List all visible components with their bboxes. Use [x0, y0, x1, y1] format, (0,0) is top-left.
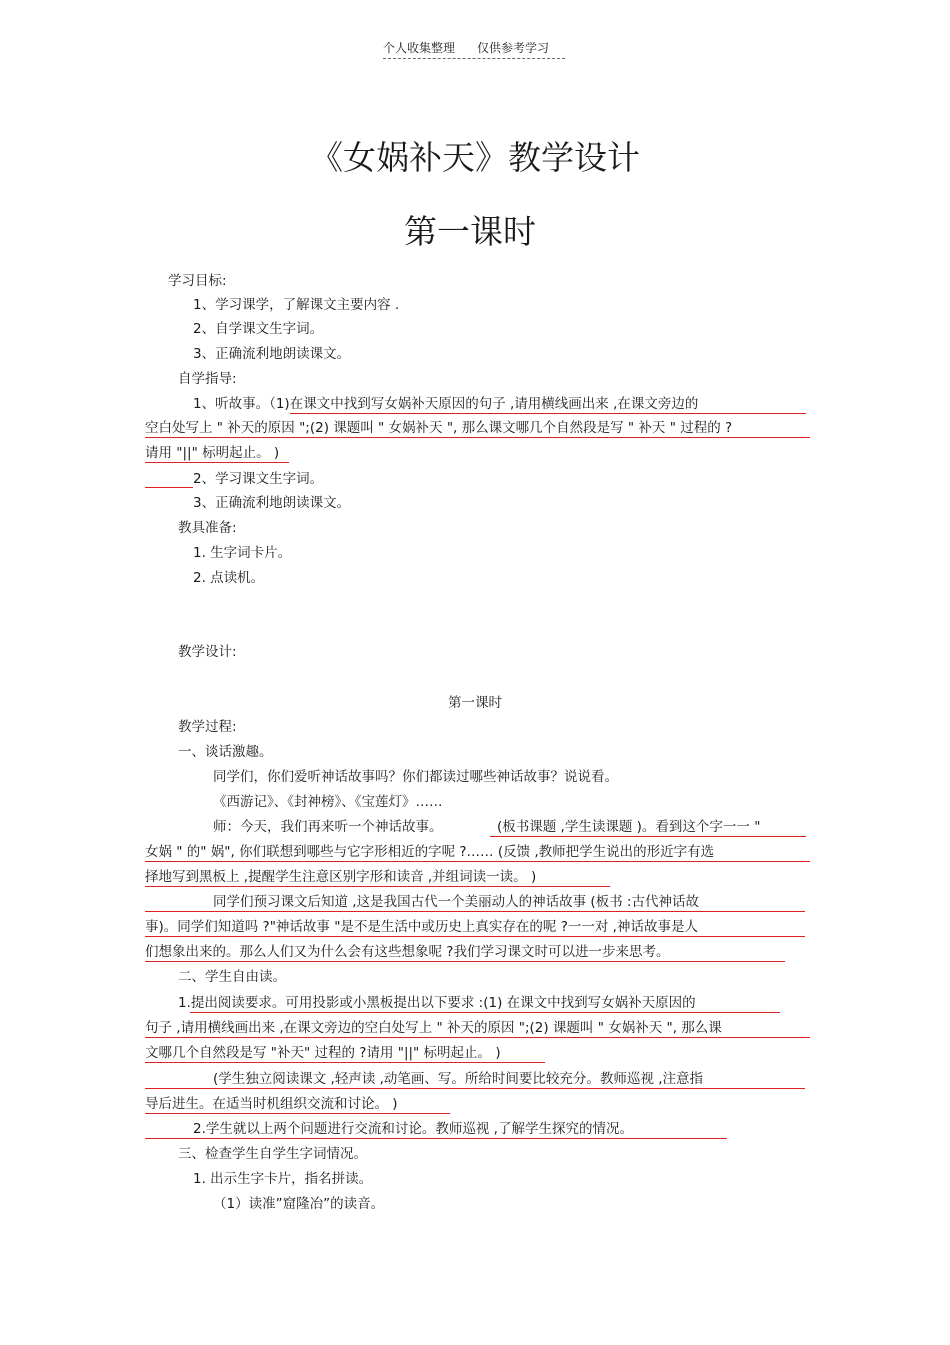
tools-heading: 教具准备: [178, 520, 237, 536]
red-underline [145, 861, 810, 862]
paragraph: 《西游记》、《封神榜》、《宝莲灯》…… [213, 794, 443, 810]
document-subtitle: 第一课时 [404, 212, 536, 251]
lesson-heading: 第一课时 [448, 695, 502, 711]
red-underline [145, 886, 610, 887]
paragraph: 同学们预习课文后知道 ,这是我国古代一个美丽动人的神话故事 (板书 :古代神话故 [213, 894, 699, 910]
section-1-title: 一、谈话激趣。 [178, 744, 273, 760]
red-underline [145, 1037, 810, 1038]
paragraph: （1）读准”窟隆冶”的读音。 [213, 1196, 385, 1212]
paragraph: 同学们，你们爱听神话故事吗？你们都读过哪些神话故事？说说看。 [213, 769, 618, 785]
tool-item: 2. 点读机。 [193, 570, 265, 586]
paragraph: 文哪几个自然段是写 "补天" 过程的 ?请用 "||" 标明起止。 ) [145, 1045, 501, 1061]
red-underline [290, 413, 806, 414]
red-underline [145, 1138, 727, 1139]
red-underline [145, 487, 193, 488]
goal-item: 3、正确流利地朗读课文。 [193, 346, 351, 362]
paragraph: 1.提出阅读要求。可用投影或小黑板提出以下要求 :(1) 在课文中找到写女娲补天原因的 [178, 995, 696, 1011]
header-right-text: 仅供参考学习 [477, 41, 550, 55]
red-underline [145, 1088, 805, 1089]
red-underline [145, 1113, 450, 1114]
paragraph: (学生独立阅读课文 ,轻声读 ,动笔画、写。所给时间要比较充分。教师巡视 ,注意指 [213, 1071, 704, 1087]
process-heading: 教学过程: [178, 719, 237, 735]
paragraph: (板书课题 ,学生读课题 )。看到这个字一一 " [497, 819, 761, 835]
goal-item: 2、自学课文生字词。 [193, 321, 324, 337]
red-underline [490, 836, 806, 837]
paragraph: 事)。同学们知道吗 ?"神话故事 "是不是生活中或历史上真实存在的呢 ?一一对 ,神话故事是人 [145, 919, 698, 935]
red-underline [145, 462, 289, 463]
red-underline [145, 437, 810, 438]
red-underline [145, 936, 805, 937]
guide-item-1-line-2: 空白处写上 " 补天的原因 ";(2) 课题叫 " 女娲补天 ", 那么课文哪几个自然段是写 " 补天 " 过程的 ? [145, 420, 733, 436]
paragraph: 们想象出来的。那么人们又为什么会有这些想象呢 ?我们学习课文时可以进一步来思考。 [145, 944, 670, 960]
red-underline [145, 1062, 545, 1063]
goal-item: 1、学习课学，了解课文主要内容 . [193, 297, 400, 313]
guide-item-3: 3、正确流利地朗读课文。 [193, 495, 351, 511]
paragraph: 句子 ,请用横线画出来 ,在课文旁边的空白处写上 " 补天的原因 ";(2) 课题叫 " 女娲补天 ", 那么课 [145, 1020, 722, 1036]
document-title: 《女娲补天》教学设计 [310, 138, 640, 177]
paragraph: 女娲 " 的" 娲", 你们联想到哪些与它字形相近的字呢 ?…… (反馈 ,教师把学生说出的形近字有选 [145, 844, 715, 860]
paragraph: 师：今天，我们再来听一个神话故事。 [213, 819, 443, 835]
section-3-title: 三、检查学生自学生字词情况。 [178, 1146, 367, 1162]
page-header [383, 40, 565, 59]
header-left-text: 个人收集整理 [383, 41, 456, 55]
red-underline [145, 961, 785, 962]
guide-item-1-line-3: 请用 "||" 标明起止。 ) [145, 445, 280, 461]
paragraph: 1. 出示生字卡片，指名拼读。 [193, 1171, 373, 1187]
paragraph: 导后进生。在适当时机组织交流和讨论。 ) [145, 1096, 398, 1112]
paragraph: 2.学生就以上两个问题进行交流和讨论。教师巡视 ,了解学生探究的情况。 [193, 1121, 633, 1137]
tool-item: 1. 生字词卡片。 [193, 545, 292, 561]
red-underline [190, 1012, 780, 1013]
goals-heading: 学习目标: [168, 273, 227, 289]
paragraph: 择地写到黑板上 ,提醒学生注意区别字形和读音 ,并组词读一读。 ) [145, 869, 537, 885]
guide-heading: 自学指导: [178, 371, 237, 387]
guide-item-2: 2、学习课文生字词。 [193, 471, 324, 487]
section-2-title: 二、学生自由读。 [178, 969, 286, 985]
design-heading: 教学设计: [178, 644, 237, 660]
red-underline [145, 911, 805, 912]
guide-item-1-line-1: 1、听故事。（1)在课文中找到写女娲补天原因的句子 ,请用横线画出来 ,在课文旁边的 [193, 396, 699, 412]
